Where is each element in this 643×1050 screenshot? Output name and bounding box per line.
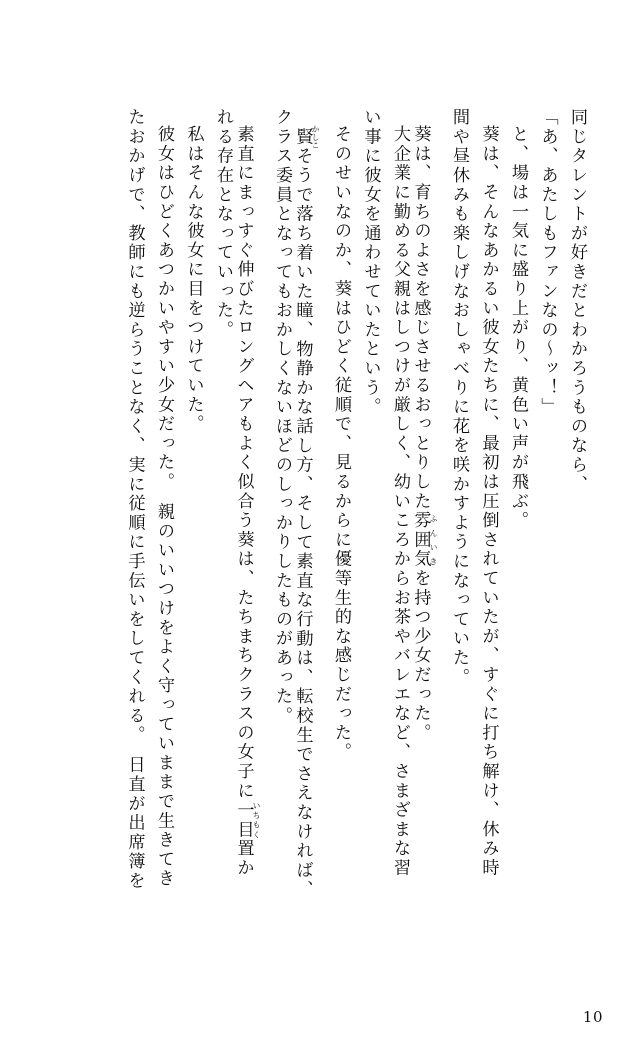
text-line: 賢かしこそうで落ち着いた瞳、物静かな話し方、そして素直な行動は、転校生でさえなければ、 xyxy=(292,125,320,900)
text-line: 間や昼休みも楽しげなおしゃべりに花を咲かすようになっていた。 xyxy=(449,108,469,687)
text-line: 同じタレントが好きだとわかろうものなら、 xyxy=(567,108,587,494)
text-line: たおかげで、教師にも逆らうことなく、実に従順に手伝いをしてくれる。 日直が出席簿を xyxy=(124,108,145,891)
vertical-text-body xyxy=(58,108,585,984)
text-line: 彼女はひどくあつかいやすい少女だった。 親のいいつけをよく守っていままで生きてき xyxy=(154,125,174,889)
text-line: 大企業に勤める父親はしつけが厳しく、幼いころからお茶やバレエなど、さまざまな習 xyxy=(390,125,410,878)
text-line: れる存在となっていった。 xyxy=(213,108,233,340)
text-line: 葵は、育ちのよさを感じさせるおっとりした雰囲気ふんいきを持つ少女だった。 xyxy=(410,125,438,743)
text-line: 「あ、あたしもファンなの～ッ！」 xyxy=(537,108,558,417)
text-line: と、場は一気に盛り上がり、黄色い声が飛ぶ。 xyxy=(508,125,528,531)
text-line: そのせいなのか、葵はひどく従順で、見るからに優等生的な感じだった。 xyxy=(331,125,351,762)
page-number: 10 xyxy=(582,1008,603,1026)
text-line: い事に彼女を通わせていたという。 xyxy=(360,108,381,417)
text-line: 私はそんな彼女に目をつけていた。 xyxy=(183,125,204,434)
text-line: クラス委員となってもおかしくないほどのしっかりしたものがあった。 xyxy=(272,108,292,726)
text-line: 素直にまっすぐ伸びたロングヘアもよく似合う葵は、たちまちクラスの女子に一目いちもく置か xyxy=(233,125,261,878)
text-line: 葵は、そんなあかるい彼女たちに、最初は圧倒されていたが、すぐに打ち解け、休み時 xyxy=(478,125,499,878)
